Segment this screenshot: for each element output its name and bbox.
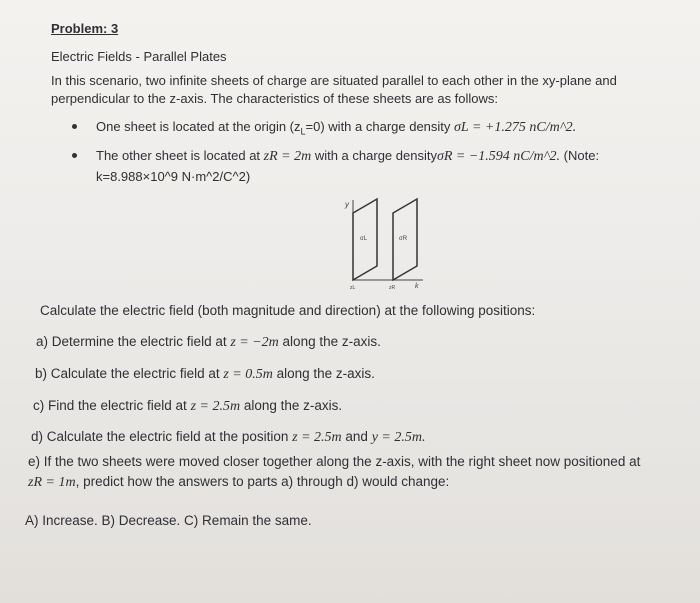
label-k: k	[415, 283, 419, 290]
question-text: a) Determine the electric field at	[36, 334, 231, 349]
label-zl: zL	[350, 285, 356, 290]
label-y: y	[345, 200, 349, 209]
charge-density-left: σL = +1.275 nC/m^2.	[454, 120, 577, 135]
charge-density-right: σR = −1.594 nC/m^2.	[436, 149, 561, 164]
bullet-text: =0) with a charge density	[305, 119, 455, 134]
bullet-text: (Note:	[560, 148, 600, 163]
question-b	[35, 366, 375, 383]
bullet-subscript: L	[300, 126, 306, 137]
question-math: z = 2.5m	[190, 399, 241, 414]
coulomb-constant-note: k=8.988×10^9 N·m^2/C^2)	[96, 169, 251, 184]
bullet-text: with a charge density	[311, 148, 437, 163]
question-text: , predict how the answers to parts a) through d) would change:	[75, 474, 450, 489]
question-math: z = −2m	[230, 335, 279, 350]
bullet-text: The other sheet is located at	[96, 148, 264, 163]
question-text: along the z-axis.	[272, 366, 375, 381]
bullet-dot	[72, 124, 77, 129]
question-math: z = 0.5m	[223, 367, 273, 382]
question-text: along the z-axis.	[240, 398, 343, 413]
question-math: z = 2.5m	[292, 430, 342, 445]
problem-intro: In this scenario, two infinite sheets of charge are situated parallel to each other in the xy-plane and perpendicular to the z-axis. The characteristics of these sheets are as follows:	[51, 73, 617, 106]
parallel-plates-diagram	[335, 195, 425, 290]
question-math: zR = 1m	[28, 475, 76, 490]
problem-topic: Electric Fields - Parallel Plates	[51, 49, 227, 64]
question-math: y = 2.5m.	[371, 430, 426, 445]
question-e	[28, 452, 698, 493]
question-text: along the z-axis.	[278, 334, 381, 349]
label-zr: zR	[389, 285, 396, 290]
question-text: d) Calculate the electric field at the position	[31, 429, 293, 444]
problem-title: Problem: 3	[51, 21, 119, 36]
label-sigma-right: σR	[399, 236, 408, 242]
question-a	[36, 334, 381, 351]
bullet-right-sheet	[96, 146, 656, 187]
question-text: and	[341, 429, 372, 444]
question-c	[33, 398, 342, 415]
bullet-text: One sheet is located at the origin (z	[96, 119, 301, 134]
position-right: zR = 2m	[263, 149, 312, 164]
question-lead: Calculate the electric field (both magnitude and direction) at the following positions:	[40, 303, 536, 318]
answer-options: A) Increase. B) Decrease. C) Remain the same.	[25, 513, 312, 528]
bullet-left-sheet	[96, 117, 656, 142]
label-sigma-left: σL	[360, 236, 368, 242]
question-d	[31, 429, 425, 446]
bullet-dot	[72, 153, 77, 158]
question-text: e) If the two sheets were moved closer together along the z-axis, with the right sheet now positioned at	[28, 454, 641, 469]
question-text: c) Find the electric field at	[33, 398, 191, 413]
question-text: b) Calculate the electric field at	[35, 366, 224, 381]
